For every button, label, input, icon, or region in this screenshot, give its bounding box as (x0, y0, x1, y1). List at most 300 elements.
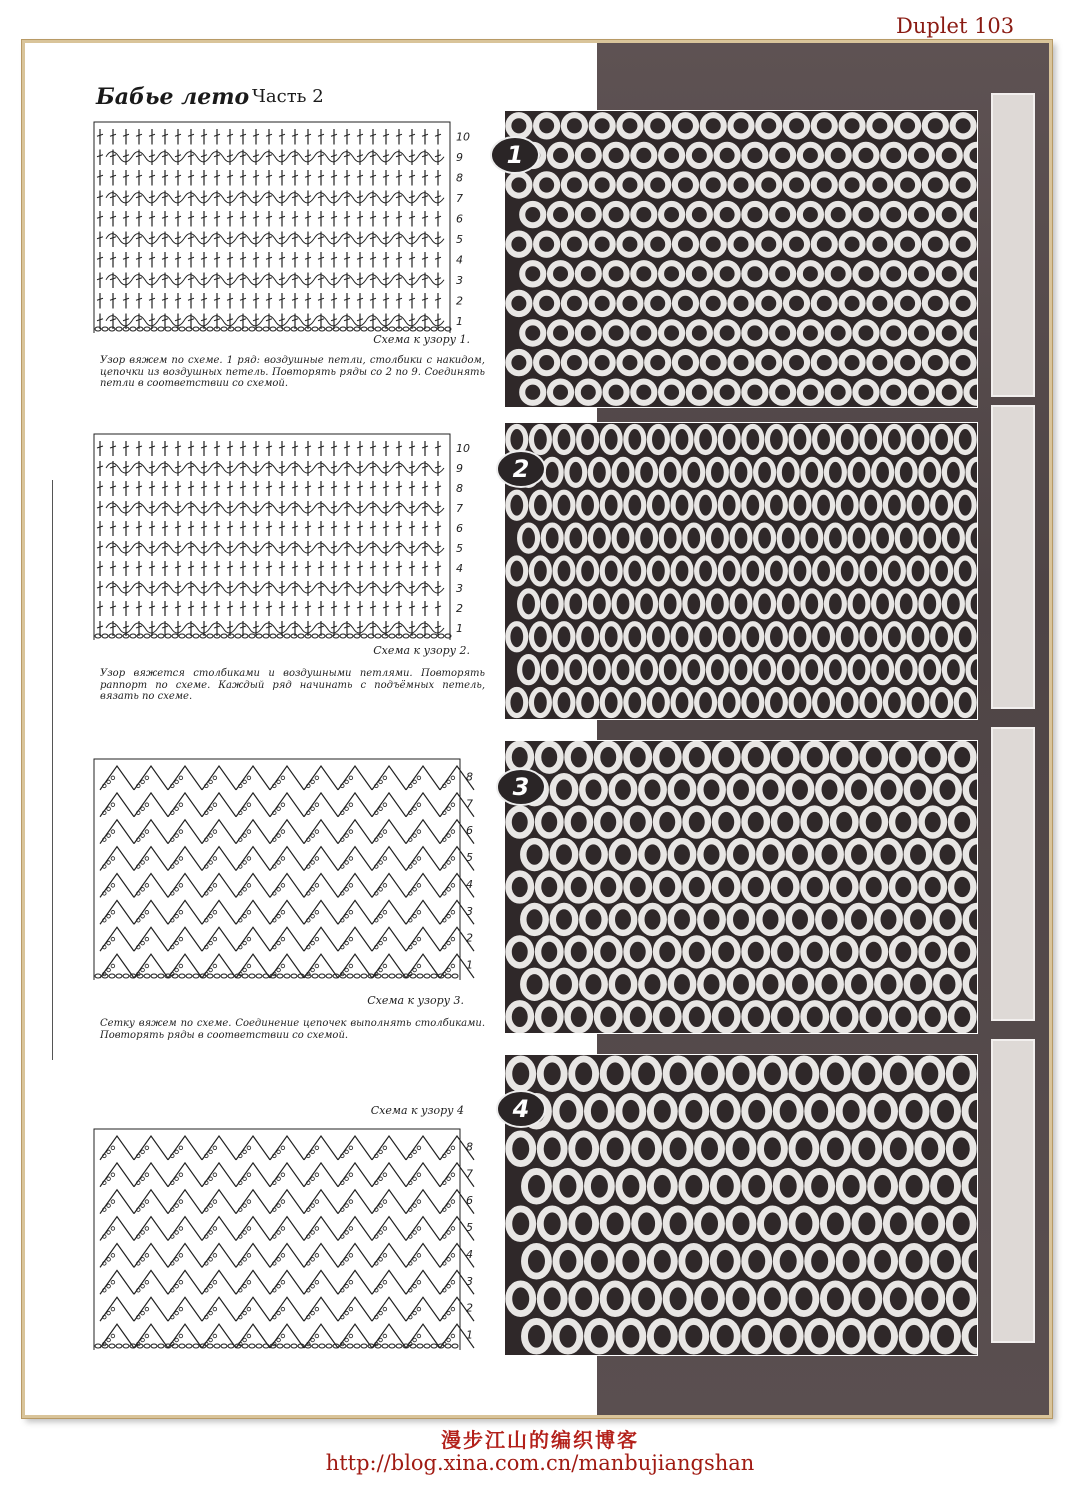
chain-stitch (207, 327, 213, 331)
chain-stitch (179, 327, 185, 331)
chain-stitch (141, 1258, 145, 1262)
mesh-loop (730, 841, 752, 868)
stitch-mark (236, 1297, 270, 1321)
mesh-loop (848, 906, 870, 933)
mesh-loop (582, 776, 604, 803)
mesh-loop (897, 591, 915, 617)
stitch-mark (270, 766, 304, 790)
mesh-loop (939, 263, 960, 284)
stitch-mark (168, 766, 202, 790)
row-number-label: 3 (466, 904, 473, 918)
mesh-loop (671, 971, 693, 998)
chain-stitch (349, 884, 353, 888)
stitch-mark (304, 927, 338, 951)
mesh-loop (568, 744, 590, 771)
chain-stitch (243, 1311, 247, 1315)
chain-stitch (447, 1338, 451, 1342)
chain-stitch (179, 776, 183, 780)
chain-stitch (349, 910, 353, 914)
chart-caption: Схема к узору 1. (373, 333, 470, 346)
mesh-loop (531, 690, 549, 716)
mesh-loop (885, 492, 903, 518)
stitch-chart-2 (90, 430, 480, 640)
stitch-mark (134, 1163, 168, 1187)
chain-arc (340, 583, 366, 593)
mesh-loop (579, 624, 597, 650)
mesh-loop (715, 938, 737, 965)
chain-stitch (383, 937, 387, 941)
stitch-mark (270, 1244, 304, 1268)
chain-stitch (263, 327, 269, 331)
mesh-loop (855, 204, 876, 225)
mesh-loop (635, 1284, 659, 1314)
chain-stitch (417, 1254, 421, 1258)
chain-stitch (379, 807, 383, 811)
chain-stitch (413, 1204, 417, 1208)
chain-stitch (312, 634, 318, 638)
stitch-mark (406, 1136, 440, 1160)
mesh-loop (744, 690, 762, 716)
chain-stitch (382, 974, 388, 978)
mesh-loop (627, 874, 649, 901)
chain-stitch (447, 968, 451, 972)
mesh-loop (661, 322, 682, 343)
mesh-loop (729, 1284, 753, 1314)
chain-stitch (277, 1284, 281, 1288)
chain-stitch (107, 914, 111, 918)
mesh-loop (877, 906, 899, 933)
mesh-loop (883, 145, 904, 166)
chain-stitch (213, 1173, 217, 1177)
stitch-mark (372, 1136, 406, 1160)
stitch-mark (406, 847, 440, 871)
mesh-loop (744, 426, 762, 452)
stitch-mark (100, 1297, 134, 1321)
mesh-loop (767, 426, 785, 452)
chain-stitch (315, 857, 319, 861)
mesh-loop (808, 1096, 832, 1126)
chain-stitch (235, 327, 241, 331)
stitch-mark (168, 1270, 202, 1294)
stitch-mark (338, 927, 372, 951)
chain-arc (340, 234, 366, 244)
mesh-loop (918, 1134, 942, 1164)
mesh-loop (703, 352, 724, 373)
chain-stitch (247, 910, 251, 914)
mesh-loop (862, 492, 880, 518)
chain-stitch (403, 634, 409, 638)
footer-blog-name: 漫步江山的编织博客 (441, 1428, 639, 1452)
mesh-loop (543, 657, 561, 683)
chain-arc (184, 275, 210, 285)
chain-stitch (243, 861, 247, 865)
mesh-loop (918, 1059, 942, 1089)
chain-stitch (243, 888, 247, 892)
chain-stitch (438, 327, 444, 331)
chain-stitch (345, 1311, 349, 1315)
chain-stitch (243, 780, 247, 784)
stitch-mark (372, 1244, 406, 1268)
stitch-mark (406, 900, 440, 924)
chain-stitch (213, 1280, 217, 1284)
mesh-loop (689, 382, 710, 403)
mesh-loop (579, 426, 597, 452)
mesh-loop (732, 525, 750, 551)
chain-stitch (389, 974, 395, 978)
chain-stitch (345, 968, 349, 972)
mesh-loop (767, 558, 785, 584)
mesh-loop (869, 174, 890, 195)
chain-stitch (107, 888, 111, 892)
mesh-loop (909, 624, 927, 650)
mesh-loop (673, 558, 691, 584)
chain-stitch (141, 968, 145, 972)
chain-stitch (109, 327, 115, 331)
mesh-loop (675, 234, 696, 255)
chart-caption: Схема к узору 4 (370, 1104, 464, 1117)
mesh-loop (673, 492, 691, 518)
mesh-loop (886, 1059, 910, 1089)
chain-stitch (214, 1344, 220, 1348)
mesh-loop (619, 1321, 643, 1351)
row-number-label: 5 (466, 851, 473, 865)
chain-stitch (417, 1146, 421, 1150)
page-subheading: Часть 2 (252, 86, 324, 107)
chain-stitch (379, 834, 383, 838)
mesh-loop (619, 1246, 643, 1276)
mesh-loop (650, 1171, 674, 1201)
chain-stitch (247, 1146, 251, 1150)
mesh-loop (717, 322, 738, 343)
chain-stitch (277, 807, 281, 811)
mesh-loop (833, 938, 855, 965)
mesh-loop (758, 352, 779, 373)
mesh-loop (536, 293, 557, 314)
adjacent-page-strip (991, 727, 1035, 1021)
chain-stitch (281, 1334, 285, 1338)
mesh-loop (818, 906, 840, 933)
chain-stitch (249, 1344, 255, 1348)
mesh-loop (789, 971, 811, 998)
stitch-mark (236, 766, 270, 790)
mesh-loop (568, 874, 590, 901)
mesh-loop (745, 874, 767, 901)
mesh-loop (744, 263, 765, 284)
mesh-loop (918, 1209, 942, 1239)
stitch-mark (338, 820, 372, 844)
mesh-loop (602, 426, 620, 452)
mesh-loop (578, 145, 599, 166)
mesh-loop (647, 293, 668, 314)
stitch-mark (100, 1190, 134, 1214)
stitch-mark (406, 793, 440, 817)
mesh-loop (720, 426, 738, 452)
chain-arc (132, 275, 158, 285)
chain-stitch (354, 327, 360, 331)
mesh-loop (883, 263, 904, 284)
row-number-label: 4 (466, 877, 473, 891)
pattern-number-badge: 2 (496, 450, 546, 488)
mesh-loop (641, 841, 663, 868)
chain-arc (262, 152, 288, 162)
mesh-loop (538, 874, 560, 901)
stitch-mark (372, 1270, 406, 1294)
chain-stitch (116, 974, 122, 978)
mesh-loop (862, 690, 880, 716)
mesh-loop (597, 809, 619, 836)
chain-stitch (315, 1200, 319, 1204)
mesh-loop (592, 293, 613, 314)
chain-arc (184, 234, 210, 244)
chain-stitch (379, 914, 383, 918)
mesh-loop (587, 1171, 611, 1201)
chain-stitch (291, 634, 297, 638)
mesh-loop (553, 906, 575, 933)
chain-stitch (315, 910, 319, 914)
chain-arc (184, 583, 210, 593)
mesh-loop (823, 1134, 847, 1164)
chain-stitch (354, 1344, 360, 1348)
mesh-loop (579, 690, 597, 716)
chain-stitch (281, 857, 285, 861)
mesh-loop (892, 938, 914, 965)
mesh-loop (626, 624, 644, 650)
chain-stitch (383, 803, 387, 807)
chain-stitch (349, 803, 353, 807)
chain-stitch (383, 1200, 387, 1204)
mesh-loop (863, 874, 885, 901)
mesh-loop (803, 459, 821, 485)
chain-stitch (151, 974, 157, 978)
mesh-loop (553, 776, 575, 803)
chain-stitch (431, 1344, 437, 1348)
mesh-loop (715, 744, 737, 771)
mesh-loop (814, 352, 835, 373)
mesh-loop (911, 382, 932, 403)
stitch-mark (236, 927, 270, 951)
chain-stitch (281, 884, 285, 888)
mesh-loop (682, 1096, 706, 1126)
chain-arc (262, 316, 288, 326)
chain-stitch (111, 1173, 115, 1177)
chain-stitch (145, 776, 149, 780)
chain-arc (158, 463, 184, 473)
chain-stitch (396, 1344, 402, 1348)
mesh-loop (966, 204, 977, 225)
row-number-label: 6 (456, 212, 463, 226)
mesh-loop (650, 1321, 674, 1351)
mesh-loop (786, 234, 807, 255)
mesh-loop (553, 841, 575, 868)
row-number-label: 4 (466, 1247, 473, 1261)
mesh-loop (774, 1003, 796, 1030)
mesh-loop (934, 1246, 958, 1276)
chain-stitch (438, 634, 444, 638)
mesh-loop (862, 426, 880, 452)
chain-stitch (109, 634, 115, 638)
mesh-loop (838, 558, 856, 584)
mesh-loop (869, 293, 890, 314)
mesh-loop (647, 352, 668, 373)
mesh-loop (803, 657, 821, 683)
chain-stitch (145, 857, 149, 861)
mesh-loop (944, 459, 962, 485)
chain-stitch (209, 1150, 213, 1154)
chain-arc (106, 152, 132, 162)
stitch-mark (270, 1136, 304, 1160)
chain-stitch (319, 1344, 325, 1348)
mesh-loop (745, 1003, 767, 1030)
mesh-loop (673, 690, 691, 716)
chain-stitch (311, 1311, 315, 1315)
chain-stitch (281, 803, 285, 807)
stitch-mark (372, 1190, 406, 1214)
mesh-loop (697, 624, 715, 650)
chain-stitch (213, 1307, 217, 1311)
chain-stitch (145, 1334, 149, 1338)
chain-stitch (213, 937, 217, 941)
mesh-loop (869, 352, 890, 373)
chain-stitch (417, 776, 421, 780)
mesh-loop (792, 1284, 816, 1314)
mesh-loop (921, 591, 939, 617)
row-number-label: 3 (466, 1274, 473, 1288)
mesh-loop (869, 234, 890, 255)
chain-stitch (179, 1344, 185, 1348)
mesh-loop (635, 1059, 659, 1089)
mesh-loop (902, 1246, 926, 1276)
mesh-loop (649, 690, 667, 716)
mesh-loop (936, 841, 958, 868)
mesh-loop (758, 293, 779, 314)
mesh-loop (842, 352, 863, 373)
chain-stitch (209, 1311, 213, 1315)
chain-arc (132, 316, 158, 326)
mesh-loop (772, 204, 793, 225)
chain-stitch (447, 834, 451, 838)
chain-stitch (379, 888, 383, 892)
mesh-loop (877, 841, 899, 868)
mesh-loop (886, 1284, 910, 1314)
chain-stitch (247, 1200, 251, 1204)
chain-stitch (277, 1150, 281, 1154)
mesh-loop (597, 938, 619, 965)
stitch-mark (304, 1190, 338, 1214)
chain-stitch (403, 327, 409, 331)
chart-caption: Схема к узору 3. (367, 994, 464, 1007)
stitch-mark (202, 1270, 236, 1294)
mesh-loop (536, 234, 557, 255)
chain-stitch (447, 914, 451, 918)
mesh-loop (508, 558, 526, 584)
row-number-label: 1 (456, 314, 463, 328)
mesh-loop (902, 1096, 926, 1126)
mesh-loop (885, 426, 903, 452)
chain-stitch (228, 634, 234, 638)
mesh-loop (508, 352, 529, 373)
mesh-loop (656, 938, 678, 965)
mesh-loop (855, 382, 876, 403)
stitch-mark (202, 927, 236, 951)
chain-arc (184, 543, 210, 553)
mesh-loop (703, 115, 724, 136)
chain-stitch (345, 1338, 349, 1342)
mesh-loop (965, 1321, 977, 1351)
chain-stitch (141, 1338, 145, 1342)
mesh-loop (666, 1209, 690, 1239)
chain-stitch (311, 807, 315, 811)
chain-stitch (179, 1173, 183, 1177)
stitch-mark (372, 874, 406, 898)
mesh-loop (730, 174, 751, 195)
mesh-loop (509, 938, 531, 965)
mesh-loop (936, 906, 958, 933)
mesh-loop (776, 1246, 800, 1276)
chain-arc (418, 503, 444, 513)
chain-arc (418, 463, 444, 473)
stitch-mark (236, 1190, 270, 1214)
chain-stitch (375, 327, 381, 331)
chain-stitch (340, 327, 346, 331)
mesh-loop (606, 204, 627, 225)
mesh-loop (855, 322, 876, 343)
mesh-loop (675, 115, 696, 136)
stitch-mark (100, 900, 134, 924)
stitch-mark (236, 1163, 270, 1187)
chain-arc (366, 234, 392, 244)
row-number-label: 8 (466, 770, 473, 784)
mesh-loop (745, 1096, 769, 1126)
chain-arc (106, 234, 132, 244)
mesh-loop (897, 293, 918, 314)
stitch-chart-4 (90, 1125, 490, 1350)
chain-stitch (417, 884, 421, 888)
mesh-loop (556, 1096, 580, 1126)
chain-arc (262, 623, 288, 633)
chain-stitch (209, 807, 213, 811)
mesh-loop (720, 690, 738, 716)
mesh-loop (949, 1284, 973, 1314)
chain-stitch (277, 888, 281, 892)
chain-stitch (111, 937, 115, 941)
chain-stitch (277, 974, 283, 978)
mesh-loop (649, 624, 667, 650)
mesh-loop (567, 657, 585, 683)
mesh-loop (555, 426, 573, 452)
chain-stitch (270, 634, 276, 638)
mesh-loop (874, 459, 892, 485)
mesh-loop (590, 459, 608, 485)
chain-stitch (315, 803, 319, 807)
chain-stitch (311, 941, 315, 945)
mesh-loop (921, 657, 939, 683)
stitch-mark (270, 1297, 304, 1321)
chain-stitch (158, 974, 164, 978)
mesh-loop (606, 145, 627, 166)
chain-stitch (200, 327, 206, 331)
stitch-mark (372, 847, 406, 871)
chain-arc (392, 234, 418, 244)
chain-arc (314, 623, 340, 633)
pattern-description: Узор вяжется столбиками и воздушными петлями. Повторять раппорт по схеме. Каждый ряд начинать с подъёмных петель, вязать по схеме. (100, 668, 485, 702)
chain-arc (314, 234, 340, 244)
chain-stitch (326, 1344, 332, 1348)
chain-stitch (249, 327, 255, 331)
chain-stitch (281, 1307, 285, 1311)
mesh-loop (756, 591, 774, 617)
stitch-mark (338, 1136, 372, 1160)
chain-stitch (107, 941, 111, 945)
